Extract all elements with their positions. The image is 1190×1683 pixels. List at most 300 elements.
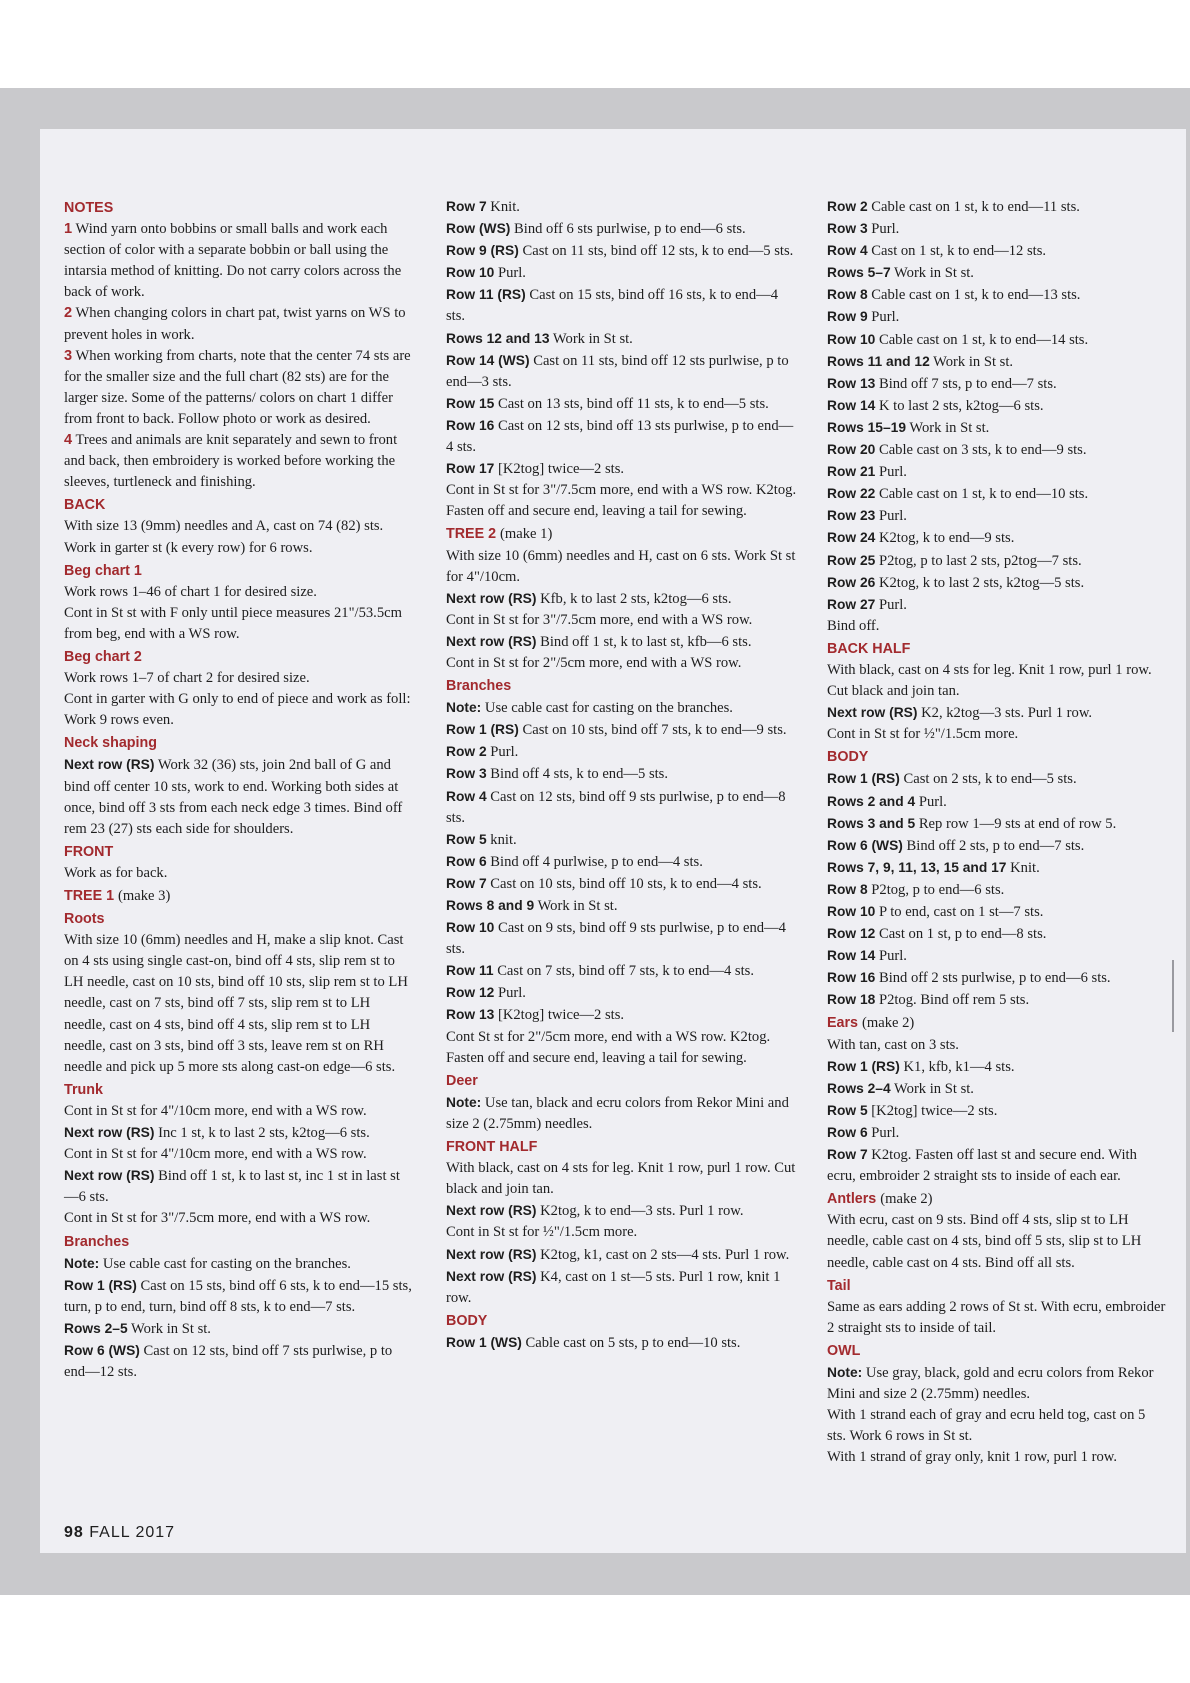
instruction-row bbox=[827, 461, 1167, 483]
row-text: Cast on 12 sts, bind off 13 sts purlwise, p to end—4 sts. bbox=[446, 417, 794, 456]
instruction-row bbox=[64, 1165, 414, 1208]
paragraph: Cont in St st for 3"/7.5cm more, end with a WS row. bbox=[64, 1210, 371, 1227]
row-label: Row 6 (WS) bbox=[64, 1342, 140, 1358]
row-label: Row 2 bbox=[827, 199, 868, 214]
row-label: Rows 12 and 13 bbox=[446, 330, 550, 346]
instruction-row bbox=[446, 240, 798, 262]
row-label: Rows 7, 9, 11, 13, 15 and 17 bbox=[827, 859, 1007, 875]
instruction-row bbox=[827, 373, 1167, 395]
row-text: Bind off 1 st, k to last st, kfb—6 sts. bbox=[540, 633, 752, 650]
row-text: knit. bbox=[490, 831, 517, 848]
row-text: Cast on 2 sts, k to end—5 sts. bbox=[903, 771, 1077, 788]
row-label: Note: bbox=[446, 1094, 482, 1110]
section-heading bbox=[64, 561, 414, 582]
section-heading bbox=[827, 639, 1167, 660]
row-text: Cast on 10 sts, bind off 10 sts, k to end—4 sts. bbox=[490, 875, 762, 892]
instruction-row bbox=[446, 631, 798, 653]
instruction-row bbox=[827, 1056, 1167, 1078]
instruction-row bbox=[827, 791, 1167, 813]
row-label: Row 24 bbox=[827, 530, 876, 546]
heading-text: FRONT HALF bbox=[446, 1139, 538, 1156]
text-column-2 bbox=[446, 196, 798, 1354]
paragraph: With 1 strand each of gray and ecru held tog, cast on 5 sts. Work 6 rows in St st. bbox=[827, 1407, 1146, 1445]
section-heading bbox=[64, 733, 414, 754]
instruction-row bbox=[827, 262, 1167, 284]
row-label: Row 12 bbox=[446, 985, 495, 1001]
row-label: Rows 15–19 bbox=[827, 419, 906, 435]
paragraph: Same as ears adding 2 rows of St st. With ecru, embroider 2 straight sts to inside of tail. bbox=[827, 1298, 1166, 1336]
row-text: Purl. bbox=[871, 221, 900, 238]
row-text: Work in St st. bbox=[933, 353, 1014, 370]
row-text: Purl. bbox=[497, 985, 526, 1002]
instruction-row bbox=[827, 1144, 1167, 1187]
section-heading bbox=[64, 495, 414, 516]
instruction-row bbox=[827, 857, 1167, 879]
row-text: Bind off 4 purlwise, p to end—4 sts. bbox=[490, 853, 703, 870]
row-label: Row 10 bbox=[827, 331, 876, 347]
row-text: Work in St st. bbox=[131, 1320, 211, 1337]
instruction-row bbox=[446, 415, 798, 458]
instruction-row bbox=[827, 1122, 1167, 1144]
row-label: Row 18 bbox=[827, 992, 876, 1008]
row-text: Cast on 12 sts, bind off 7 sts purlwise, p to end—12 sts. bbox=[64, 1342, 393, 1381]
section-heading bbox=[64, 909, 414, 930]
paragraph: With tan, cast on 3 sts. bbox=[827, 1036, 959, 1053]
row-label: Row 9 bbox=[827, 309, 868, 325]
row-label: Next row (RS) bbox=[827, 705, 918, 721]
heading-note: (make 1) bbox=[500, 526, 553, 543]
instruction-row bbox=[446, 1200, 798, 1222]
paragraph: Cont in St st for ½"/1.5cm more. bbox=[827, 726, 1019, 743]
row-text: Work 32 (36) sts, join 2nd ball of G and bind off center 10 sts, work to end. Working both sides at once, bind off 3 sts from each neck edge 3 times. Bind off rem 23 (27) sts each side for shoulders. bbox=[64, 757, 403, 837]
page-folio bbox=[64, 1524, 175, 1542]
note-item bbox=[64, 346, 414, 430]
row-label: Rows 2 and 4 bbox=[827, 793, 916, 809]
section-heading bbox=[64, 1232, 414, 1253]
row-label: Row 14 (WS) bbox=[446, 352, 530, 368]
instruction-row bbox=[827, 196, 1167, 218]
row-text: K to last 2 sts, k2tog—6 sts. bbox=[878, 397, 1044, 414]
instruction-row bbox=[827, 1362, 1167, 1405]
row-text: Cast on 15 sts, bind off 16 sts, k to end—4 sts. bbox=[446, 287, 779, 325]
instruction-row bbox=[446, 350, 798, 393]
heading-text: BODY bbox=[827, 749, 869, 766]
row-text: Use tan, black and ecru colors from Rekor Mini and size 2 (2.75mm) needles. bbox=[446, 1094, 789, 1132]
row-text: Rep row 1—9 sts at end of row 5. bbox=[918, 815, 1117, 832]
row-text: Purl. bbox=[878, 596, 907, 613]
note-text: Trees and animals are knit separately and sewn to front and back, then embroidery is worked before working the sleeves, turtleneck and finishing. bbox=[64, 432, 398, 491]
row-text: Bind off 6 sts purlwise, p to end—6 sts. bbox=[514, 221, 746, 238]
row-text: Use cable cast for casting on the branches. bbox=[484, 700, 733, 717]
row-label: Next row (RS) bbox=[446, 1203, 537, 1219]
row-label: Next row (RS) bbox=[446, 1246, 537, 1262]
row-label: Rows 2–4 bbox=[827, 1080, 891, 1096]
row-text: [K2tog] twice—2 sts. bbox=[497, 461, 625, 478]
row-text: P2tog. Bind off rem 5 sts. bbox=[878, 992, 1030, 1009]
heading-text: FRONT bbox=[64, 843, 114, 860]
note-number: 1 bbox=[64, 221, 73, 238]
instruction-row bbox=[446, 196, 798, 218]
row-label: Row 27 bbox=[827, 596, 876, 612]
row-text: Work in St st. bbox=[909, 419, 990, 436]
row-text: Cast on 15 sts, bind off 6 sts, k to end—15 sts, turn, p to end, turn, bind off 8 sts, k to end—7 sts. bbox=[64, 1277, 412, 1315]
instruction-row bbox=[827, 240, 1167, 262]
row-label: Row 5 bbox=[446, 831, 487, 847]
section-heading bbox=[827, 1341, 1167, 1362]
row-label: Row 14 bbox=[827, 948, 876, 964]
instruction-row bbox=[446, 763, 798, 785]
note-number: 4 bbox=[64, 432, 73, 449]
row-text: Cast on 11 sts, bind off 12 sts, k to end—5 sts. bbox=[522, 243, 794, 260]
instruction-row bbox=[64, 1340, 414, 1383]
section-heading bbox=[446, 676, 798, 697]
row-text: Purl. bbox=[871, 309, 900, 326]
paragraph: With black, cast on 4 sts for leg. Knit 1 row, purl 1 row. Cut black and join tan. bbox=[827, 661, 1152, 700]
row-text: Work in St st. bbox=[537, 898, 618, 914]
row-text: Kfb, k to last 2 sts, k2tog—6 sts. bbox=[540, 590, 732, 607]
heading-text: Deer bbox=[446, 1072, 478, 1089]
instruction-row bbox=[446, 393, 798, 415]
row-label: Row 8 bbox=[827, 287, 868, 303]
row-text: Cable cast on 1 st, k to end—11 sts. bbox=[871, 199, 1080, 215]
instruction-row bbox=[827, 505, 1167, 527]
instruction-row bbox=[827, 989, 1167, 1011]
row-text: Purl. bbox=[871, 1124, 900, 1141]
section-heading bbox=[64, 842, 414, 863]
instruction-row bbox=[64, 1275, 414, 1318]
instruction-row bbox=[827, 527, 1167, 549]
row-text: Cast on 9 sts, bind off 9 sts purlwise, p to end—4 sts. bbox=[446, 920, 786, 958]
row-label: Next row (RS) bbox=[446, 1268, 537, 1284]
paragraph: Cont in St st for 3"/7.5cm more, end with a WS row. bbox=[446, 611, 753, 628]
instruction-row bbox=[827, 768, 1167, 790]
instruction-row bbox=[827, 306, 1167, 328]
paragraph: With 1 strand of gray only, knit 1 row, purl 1 row. bbox=[827, 1449, 1118, 1466]
row-label: Row 1 (RS) bbox=[827, 1058, 900, 1074]
heading-note: (make 3) bbox=[118, 888, 171, 904]
section-heading bbox=[446, 1311, 798, 1332]
heading-text: Antlers bbox=[827, 1191, 877, 1208]
instruction-row bbox=[827, 351, 1167, 373]
instruction-row bbox=[827, 594, 1167, 616]
row-label: Next row (RS) bbox=[446, 633, 537, 649]
paragraph: Cont in St st for 4"/10cm more, end with a WS row. bbox=[64, 1146, 367, 1163]
instruction-row bbox=[446, 588, 798, 610]
row-label: Row 6 (WS) bbox=[827, 837, 903, 853]
instruction-row bbox=[827, 329, 1167, 351]
heading-text: NOTES bbox=[64, 200, 114, 216]
row-label: Row 12 bbox=[827, 926, 876, 942]
row-text: Cable cast on 1 st, k to end—13 sts. bbox=[871, 287, 1081, 304]
row-label: Note: bbox=[446, 700, 482, 716]
row-label: Row 16 bbox=[827, 970, 876, 986]
row-text: Cast on 1 st, k to end—12 sts. bbox=[871, 243, 1047, 260]
instruction-row bbox=[64, 1253, 414, 1275]
row-label: Row 8 bbox=[827, 881, 868, 897]
section-heading bbox=[827, 1013, 1167, 1034]
paragraph: Cont in St st for 3"/7.5cm more, end with a WS row. K2tog. Fasten off and secure end, leaving a tail for sewing. bbox=[446, 482, 797, 520]
paragraph: Work rows 1–7 of chart 2 for desired size. bbox=[64, 670, 310, 687]
row-label: Rows 3 and 5 bbox=[827, 815, 916, 831]
heading-text: TREE 1 bbox=[64, 888, 115, 904]
row-label: Row (WS) bbox=[446, 221, 511, 237]
instruction-row bbox=[827, 901, 1167, 923]
paragraph: Cont in St st for 4"/10cm more, end with a WS row. bbox=[64, 1102, 367, 1119]
row-text: [K2tog] twice—2 sts. bbox=[497, 1007, 625, 1024]
heading-text: Branches bbox=[64, 1233, 130, 1250]
row-text: Inc 1 st, k to last 2 sts, k2tog—6 sts. bbox=[158, 1125, 370, 1142]
row-label: Next row (RS) bbox=[64, 1168, 155, 1184]
instruction-row bbox=[827, 483, 1167, 505]
page-edge-mark bbox=[1172, 960, 1174, 1032]
heading-text: Trunk bbox=[64, 1081, 103, 1098]
row-label: Next row (RS) bbox=[64, 1125, 155, 1141]
row-text: Bind off 2 sts purlwise, p to end—6 sts. bbox=[878, 970, 1111, 987]
row-label: Row 26 bbox=[827, 574, 876, 590]
row-text: Cast on 13 sts, bind off 11 sts, k to end—5 sts. bbox=[497, 395, 769, 412]
section-heading bbox=[64, 198, 414, 219]
row-label: Rows 8 and 9 bbox=[446, 898, 535, 913]
row-label: Row 21 bbox=[827, 464, 876, 480]
instruction-row bbox=[827, 1100, 1167, 1122]
instruction-row bbox=[446, 1332, 798, 1354]
instruction-row bbox=[827, 395, 1167, 417]
instruction-row bbox=[827, 945, 1167, 967]
row-label: Row 7 bbox=[827, 1147, 868, 1163]
instruction-row bbox=[446, 697, 798, 719]
paragraph: Cont in St st with F only until piece measures 21"/53.5cm from beg, end with a WS row. bbox=[64, 604, 402, 642]
note-number: 3 bbox=[64, 347, 73, 364]
instruction-row bbox=[446, 328, 798, 350]
instruction-row bbox=[827, 439, 1167, 461]
row-text: Purl. bbox=[878, 464, 907, 481]
text-column-3 bbox=[827, 196, 1167, 1468]
paragraph: Work as for back. bbox=[64, 864, 168, 881]
row-label: Row 6 bbox=[446, 853, 487, 869]
row-label: Row 14 bbox=[827, 397, 876, 413]
instruction-row bbox=[446, 1004, 798, 1026]
heading-text: BODY bbox=[446, 1312, 488, 1329]
row-text: Work in St st. bbox=[552, 330, 633, 347]
row-text: Cast on 11 sts, bind off 12 sts purlwise, p to end—3 sts. bbox=[446, 352, 789, 390]
row-label: Row 3 bbox=[446, 766, 487, 782]
row-label: Row 10 bbox=[446, 920, 495, 936]
row-label: Row 5 bbox=[827, 1102, 868, 1118]
row-label: Rows 11 and 12 bbox=[827, 353, 930, 369]
paragraph: Cont in St st for ½"/1.5cm more. bbox=[446, 1224, 638, 1241]
row-label: Row 20 bbox=[827, 442, 876, 458]
instruction-row bbox=[827, 572, 1167, 594]
row-text: Bind off 7 sts, p to end—7 sts. bbox=[878, 375, 1057, 392]
row-label: Row 10 bbox=[446, 265, 495, 281]
row-label: Row 1 (RS) bbox=[64, 1277, 137, 1293]
row-label: Row 7 bbox=[446, 199, 487, 214]
instruction-row bbox=[827, 813, 1167, 835]
row-text: P2tog, p to last 2 sts, p2tog—7 sts. bbox=[878, 552, 1082, 569]
row-text: [K2tog] twice—2 sts. bbox=[871, 1102, 998, 1119]
row-label: Rows 2–5 bbox=[64, 1320, 128, 1336]
row-label: Row 16 bbox=[446, 417, 495, 433]
text-column-1 bbox=[64, 196, 414, 1383]
note-text: When working from charts, note that the center 74 sts are for the smaller size and the full chart (82 sts) are for the larger size. Some of the patterns/ colors on chart 1 differ from front to back. Follow photo or work as desired. bbox=[64, 347, 411, 427]
heading-text: Beg chart 1 bbox=[64, 562, 142, 579]
row-text: Bind off 1 st, k to last st, inc 1 st in last st—6 sts. bbox=[64, 1168, 400, 1206]
row-label: Row 23 bbox=[827, 508, 876, 524]
instruction-row bbox=[827, 835, 1167, 857]
row-label: Row 25 bbox=[827, 552, 876, 568]
heading-text: Beg chart 2 bbox=[64, 648, 142, 665]
paragraph: With ecru, cast on 9 sts. Bind off 4 sts, slip st to LH needle, cable cast on 4 sts, bind off 5 sts, slip st to LH needle, cable cast on 4 sts. Bind off all sts. bbox=[827, 1212, 1142, 1271]
row-label: Row 1 (RS) bbox=[446, 722, 519, 738]
instruction-row bbox=[64, 1122, 414, 1144]
instruction-row bbox=[446, 829, 798, 851]
note-text: Wind yarn onto bobbins or small balls and work each section of color with a separate bobbin or ball using the intarsia method of knitting. Do not carry colors across the back of work. bbox=[64, 221, 402, 301]
heading-text: OWL bbox=[827, 1342, 861, 1359]
row-label: Note: bbox=[827, 1364, 863, 1380]
instruction-row bbox=[446, 960, 798, 982]
instruction-row bbox=[446, 458, 798, 480]
heading-text: Tail bbox=[827, 1277, 851, 1294]
paragraph: Cont in St st for 2"/5cm more, end with a WS row. bbox=[446, 654, 742, 671]
row-text: Purl. bbox=[490, 744, 519, 761]
section-heading bbox=[827, 747, 1167, 768]
issue-label: FALL 2017 bbox=[89, 1524, 176, 1541]
row-text: K2tog, k to end—9 sts. bbox=[878, 530, 1015, 547]
paragraph: With size 10 (6mm) needles and H, cast on 6 sts. Work St st for 4"/10cm. bbox=[446, 547, 796, 585]
section-heading bbox=[827, 1189, 1167, 1210]
instruction-row bbox=[446, 719, 798, 741]
row-text: K2tog, k to last 2 sts, k2tog—5 sts. bbox=[878, 574, 1085, 591]
instruction-row bbox=[827, 967, 1167, 989]
instruction-row bbox=[446, 262, 798, 284]
row-label: Row 13 bbox=[827, 375, 876, 391]
row-text: K2, k2tog—3 sts. Purl 1 row. bbox=[921, 705, 1093, 722]
page-number: 98 bbox=[64, 1524, 84, 1541]
row-label: Row 6 bbox=[827, 1124, 868, 1140]
instruction-row bbox=[827, 218, 1167, 240]
instruction-row bbox=[827, 702, 1167, 724]
instruction-row bbox=[827, 284, 1167, 306]
heading-text: BACK HALF bbox=[827, 640, 911, 657]
row-label: Row 2 bbox=[446, 744, 487, 760]
row-label: Row 10 bbox=[827, 904, 876, 919]
row-text: K2tog. Fasten off last st and secure end. With ecru, embroider 2 straight sts to inside of each ear. bbox=[827, 1147, 1137, 1185]
row-label: Row 7 bbox=[446, 875, 487, 891]
row-text: K1, kfb, k1—4 sts. bbox=[903, 1058, 1015, 1075]
heading-text: Roots bbox=[64, 911, 105, 928]
row-label: Row 1 (RS) bbox=[827, 771, 900, 787]
row-text: Work in St st. bbox=[894, 1080, 974, 1097]
instruction-row bbox=[446, 895, 798, 917]
heading-text: TREE 2 bbox=[446, 526, 497, 543]
instruction-row bbox=[446, 741, 798, 763]
paragraph: Work rows 1–46 of chart 1 for desired size. bbox=[64, 583, 317, 600]
row-text: Cable cast on 5 sts, p to end—10 sts. bbox=[525, 1334, 741, 1351]
row-label: Row 11 (RS) bbox=[446, 287, 526, 303]
instruction-row bbox=[827, 1078, 1167, 1100]
row-text: Cast on 7 sts, bind off 7 sts, k to end—4 sts. bbox=[497, 963, 754, 980]
row-text: Cable cast on 3 sts, k to end—9 sts. bbox=[878, 442, 1087, 459]
row-label: Row 22 bbox=[827, 486, 876, 502]
row-text: Cable cast on 1 st, k to end—14 sts. bbox=[878, 331, 1089, 348]
row-text: Bind off 4 sts, k to end—5 sts. bbox=[490, 766, 669, 783]
row-text: Work in St st. bbox=[894, 265, 974, 282]
instruction-row bbox=[446, 1092, 798, 1135]
section-heading bbox=[827, 1276, 1167, 1297]
section-heading bbox=[446, 524, 798, 545]
row-label: Row 1 (WS) bbox=[446, 1334, 522, 1350]
heading-note: (make 2) bbox=[862, 1015, 915, 1032]
row-text: Purl. bbox=[878, 508, 907, 525]
row-label: Note: bbox=[64, 1255, 100, 1271]
paragraph: With size 13 (9mm) needles and A, cast on 74 (82) sts. Work in garter st (k every row) for 6 rows. bbox=[64, 518, 384, 556]
note-text: When changing colors in chart pat, twist yarns on WS to prevent holes in work. bbox=[64, 305, 406, 343]
row-text: P to end, cast on 1 st—7 sts. bbox=[878, 904, 1044, 920]
paragraph: With size 10 (6mm) needles and H, make a slip knot. Cast on 4 sts using single cast-on, bind off 4 sts, slip rem st to LH needle, cast on 10 sts, bind off 10 sts, slip rem st to LH needle, cast on 7 sts, bind off 7 sts, slip rem st to LH needle, cast on 4 sts, bind off 4 sts, slip rem st to LH needle, cast on 3 sts, bind off 3 sts, leave rem st on RH needle and pick up 5 more sts along cast-on edge—6 sts. bbox=[64, 932, 408, 1075]
row-label: Row 15 bbox=[446, 395, 495, 411]
instruction-row bbox=[827, 417, 1167, 439]
row-label: Row 9 (RS) bbox=[446, 243, 519, 259]
row-text: P2tog, p to end—6 sts. bbox=[871, 881, 1005, 898]
row-label: Row 4 bbox=[827, 243, 868, 259]
row-text: K2tog, k1, cast on 2 sts—4 sts. Purl 1 row. bbox=[540, 1246, 790, 1263]
note-item bbox=[64, 219, 414, 303]
paragraph: Bind off. bbox=[827, 617, 880, 634]
instruction-row bbox=[64, 754, 414, 839]
heading-text: Branches bbox=[446, 678, 512, 695]
heading-note: (make 2) bbox=[880, 1191, 933, 1208]
paragraph: Cont St st for 2"/5cm more, end with a WS row. K2tog. Fasten off and secure end, leaving a tail for sewing. bbox=[446, 1028, 771, 1066]
row-text: Knit. bbox=[490, 199, 520, 215]
row-label: Row 4 bbox=[446, 788, 487, 804]
row-label: Rows 5–7 bbox=[827, 265, 891, 281]
row-label: Row 17 bbox=[446, 461, 495, 477]
row-text: Cast on 12 sts, bind off 9 sts purlwise, p to end—8 sts. bbox=[446, 788, 786, 826]
row-text: K4, cast on 1 st—5 sts. Purl 1 row, knit 1 row. bbox=[446, 1268, 781, 1306]
instruction-row bbox=[446, 917, 798, 960]
row-label: Row 11 bbox=[446, 963, 494, 979]
section-heading bbox=[64, 647, 414, 668]
section-heading bbox=[64, 1080, 414, 1101]
row-text: Bind off 2 sts, p to end—7 sts. bbox=[906, 837, 1085, 854]
row-text: K2tog, k to end—3 sts. Purl 1 row. bbox=[540, 1203, 744, 1220]
instruction-row bbox=[827, 879, 1167, 901]
instruction-row bbox=[446, 873, 798, 895]
row-text: Purl. bbox=[497, 265, 526, 282]
row-label: Next row (RS) bbox=[64, 757, 155, 773]
row-text: Use cable cast for casting on the branches. bbox=[102, 1255, 351, 1272]
instruction-row bbox=[446, 1244, 798, 1266]
row-text: Cast on 1 st, p to end—8 sts. bbox=[878, 926, 1047, 943]
heading-text: Ears bbox=[827, 1015, 859, 1032]
section-heading bbox=[446, 1137, 798, 1158]
instruction-row bbox=[827, 923, 1167, 945]
instruction-row bbox=[827, 550, 1167, 572]
paragraph: Cont in garter with G only to end of piece and work as foll: Work 9 rows even. bbox=[64, 691, 411, 729]
instruction-row bbox=[446, 284, 798, 327]
row-text: Cast on 10 sts, bind off 7 sts, k to end—9 sts. bbox=[522, 722, 787, 739]
section-heading bbox=[446, 1071, 798, 1092]
section-heading bbox=[64, 886, 414, 907]
instruction-row bbox=[64, 1318, 414, 1340]
note-item bbox=[64, 430, 414, 493]
instruction-row bbox=[446, 218, 798, 240]
row-text: Cable cast on 1 st, k to end—10 sts. bbox=[878, 486, 1089, 503]
heading-text: BACK bbox=[64, 497, 106, 514]
row-text: Knit. bbox=[1010, 859, 1040, 876]
row-label: Row 13 bbox=[446, 1007, 495, 1023]
row-text: Use gray, black, gold and ecru colors from Rekor Mini and size 2 (2.75mm) needles. bbox=[827, 1364, 1154, 1403]
